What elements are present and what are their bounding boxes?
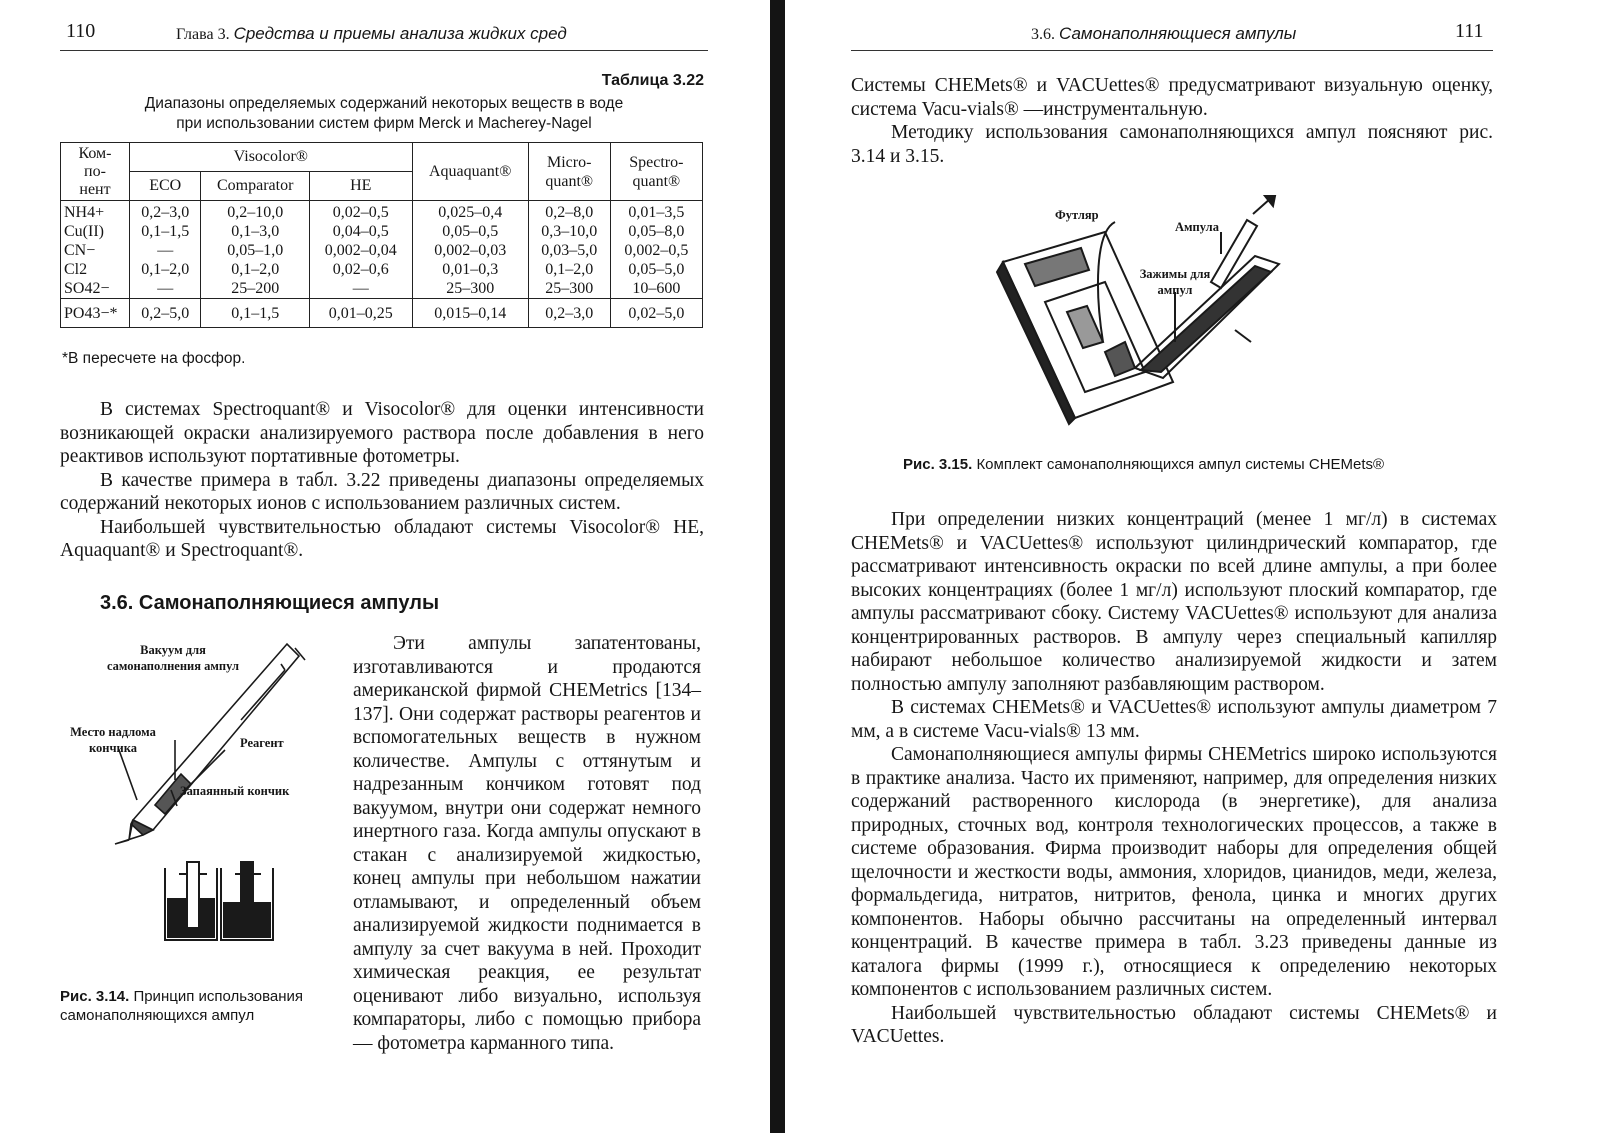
value: —	[157, 242, 174, 259]
table-caption	[60, 94, 708, 134]
header-rule	[60, 50, 708, 51]
running-head-prefix: Глава 3.	[176, 26, 230, 43]
label-line: Вакуум для	[140, 643, 206, 657]
value: 0,1–2,0	[545, 261, 594, 278]
value: 25–300	[545, 280, 594, 297]
left-page	[0, 0, 770, 1133]
value: 0,01–0,3	[442, 261, 499, 278]
value: 0,1–1,5	[201, 299, 309, 328]
caption-text: Комплект самонаполняющихся ампул системы CHEMets®	[976, 456, 1385, 473]
right-page	[785, 0, 1600, 1133]
aquaquant-cell	[412, 201, 528, 299]
fig15-clamps-label	[1130, 266, 1220, 298]
component-cu: Cu(II)	[64, 223, 104, 240]
paragraph: Наибольшей чувствительностью обладают системы Visocolor® HE, Aquaquant® и Spectroquant®.	[60, 516, 704, 561]
paragraph: В системах CHEMets® и VACUettes® используют ампулы диаметром 7 мм, а в системе Vacu-vials® 13 мм.	[851, 697, 1497, 742]
value: 10–600	[632, 280, 681, 297]
table-caption-line-2: при использовании систем фирм Merck и Macherey-Nagel	[176, 115, 592, 132]
header-he: HE	[309, 172, 412, 201]
running-head	[1031, 24, 1296, 44]
value: 0,04–0,5	[332, 223, 389, 240]
caption-label: Рис. 3.14.	[60, 988, 130, 1005]
value: —	[157, 280, 174, 297]
value: —	[352, 280, 369, 297]
component-cl2: Cl2	[64, 261, 88, 278]
value: 0,05–0,5	[442, 223, 499, 240]
value: 0,1–2,0	[231, 261, 280, 278]
value: 0,2–5,0	[130, 299, 201, 328]
value: 0,2–3,0	[141, 204, 190, 221]
running-head-title: Самонаполняющиеся ампулы	[1059, 24, 1297, 43]
component-cell	[61, 201, 130, 299]
value: 0,002–0,04	[324, 242, 397, 259]
paragraph: В качестве примера в табл. 3.22 приведены диапазоны определяемых содержаний некоторых ионов с использованием различных систем.	[60, 469, 704, 514]
value: 0,03–5,0	[541, 242, 598, 259]
fig14-vacuum-label	[88, 642, 258, 674]
table-label: Таблица 3.22	[601, 72, 704, 89]
running-head-title: Средства и приемы анализа жидких сред	[233, 24, 567, 43]
fig14-caption	[60, 987, 340, 1025]
header-microquant: Micro- quant®	[528, 143, 610, 201]
he-cell	[309, 201, 412, 299]
page-number: 111	[1455, 20, 1484, 42]
table-caption-line-1: Диапазоны определяемых содержаний некоторых веществ в воде	[144, 95, 624, 112]
fig14-break-label	[58, 724, 168, 756]
main-body-text	[851, 508, 1497, 1049]
value: 0,002–0,5	[624, 242, 689, 259]
label-line: ампул	[1157, 283, 1193, 297]
left-body-text	[60, 398, 704, 563]
value: 0,01–3,5	[628, 204, 685, 221]
table-row	[61, 299, 703, 328]
caption-label: Рис. 3.15.	[903, 456, 973, 473]
value: 0,1–3,0	[231, 223, 280, 240]
paragraph: Системы CHEMets® и VACUettes® предусматривают визуальную оценку, система Vacu-vials® —инструментальную.	[851, 75, 1493, 120]
beaker-pair	[165, 862, 273, 940]
header-visocolor: Visocolor®	[130, 143, 413, 172]
label-line: кончика	[88, 741, 137, 755]
value: 0,3–10,0	[541, 223, 598, 240]
header-eco: ECO	[130, 172, 201, 201]
value: 0,1–2,0	[141, 261, 190, 278]
running-head	[176, 24, 567, 44]
component-cn: CN−	[64, 242, 96, 259]
fig15-ampoule-label: Ампула	[1175, 220, 1219, 234]
table-row	[61, 201, 703, 299]
value: 0,02–5,0	[610, 299, 702, 328]
value: 0,2–3,0	[528, 299, 610, 328]
eco-cell	[130, 201, 201, 299]
header-rule	[851, 50, 1493, 51]
header-spectroquant: Spectro- quant®	[610, 143, 702, 201]
book-spine	[770, 0, 785, 1133]
table-footnote: *В пересчете на фосфор.	[62, 350, 246, 367]
value: 0,05–5,0	[628, 261, 685, 278]
fig14-reagent-label: Реагент	[240, 736, 284, 750]
label-line: самонаполнения ампул	[106, 659, 240, 673]
value: 0,002–0,03	[434, 242, 507, 259]
component-nh4: NH4+	[64, 204, 105, 221]
fig15-case-label: Футляр	[1055, 208, 1099, 222]
paragraph: В системах Spectroquant® и Visocolor® для оценки интенсивности возникающей окраски анализируемого раствора после добавления в него реактивов используют портативные фотометры.	[60, 399, 704, 467]
paragraph: Методику использования самонаполняющихся ампул поясняют рис. 3.14 и 3.15.	[851, 122, 1493, 167]
value: 0,01–0,25	[309, 299, 412, 328]
microquant-cell	[528, 201, 610, 299]
value: 25–200	[231, 280, 280, 297]
value: 25–300	[446, 280, 495, 297]
value: 0,05–1,0	[227, 242, 284, 259]
chemets-kit-figure	[985, 192, 1345, 432]
caption-text: Принцип использования самонаполняющихся ампул	[60, 988, 304, 1024]
label-line: Зажимы для	[1139, 267, 1211, 281]
data-table	[60, 142, 703, 328]
data-table-wrap	[60, 142, 703, 328]
paragraph: Наибольшей чувствительностью обладают системы CHEMets® и VACUettes.	[851, 1002, 1497, 1047]
top-body-text	[851, 74, 1493, 168]
running-head-prefix: 3.6.	[1031, 26, 1055, 43]
page-number: 110	[66, 20, 96, 42]
value: 0,2–8,0	[545, 204, 594, 221]
component-po4: PO43−*	[61, 299, 130, 328]
value: 0,025–0,4	[438, 204, 503, 221]
fig14-sealed-tip-label: Запаянный кончик	[180, 784, 290, 798]
value: 0,02–0,6	[332, 261, 389, 278]
header-component: Ком- по- нент	[61, 143, 130, 201]
section-heading: 3.6. Самонаполняющиеся ампулы	[100, 592, 440, 614]
header-aquaquant: Aquaquant®	[412, 143, 528, 201]
value: 0,2–10,0	[227, 204, 284, 221]
value: 0,02–0,5	[332, 204, 389, 221]
spectroquant-cell	[610, 201, 702, 299]
value: 0,05–8,0	[628, 223, 685, 240]
comparator-cell	[201, 201, 309, 299]
label-line: Место надлома	[70, 725, 156, 739]
value: 0,1–1,5	[141, 223, 190, 240]
component-so4: SO42−	[64, 280, 110, 297]
header-comparator: Comparator	[201, 172, 309, 201]
value: 0,015–0,14	[412, 299, 528, 328]
paragraph: Самонаполняющиеся ампулы фирмы CHEMetrics широко используются в практике анализа. Часто их применяют, например, для определения низких содержаний растворенного кислорода (в энергетике), для анализа природных, сточных вод, контроля технологических процессов, а также в системе образования. Фирма производит наборы для определения общей щелочности и жесткости воды, аммония, хлоридов, цианидов, меди, железа, формальдегида, нитратов, нитритов, фенола, цинка и многих других компонентов. Наборы обычно рассчитаны на определенный интервал концентраций. В качестве примера в табл. 3.23 приведены данные из каталога фирмы (1999 г.), относящиеся к определению некоторых компонентов с использованием различных систем.	[851, 744, 1497, 1000]
paragraph: Эти ампулы запатентованы, изготавливаются и продаются американской фирмой CHEMetrics [134–137]. Они содержат растворы реагентов и вспомогательных веществ в нужном количестве. Ампулы с оттянутым и надрезанным кончиком готовят под вакуумом, внутри они содержат немного инертного газа. Когда ампулы опускают в стакан с анализируемой жидкостью, конец ампулы при небольшом нажатии отламывают, и определенный объем анализируемой жидкости поднимается в ампулу за счет вакуума в ней. Проходит химическая реакция, ее результат оценивают либо визуально, используя компараторы, либо с помощью прибора — фотометра карманного типа.	[353, 633, 701, 1054]
fig15-caption	[903, 455, 1384, 474]
paragraph: При определении низких концентраций (менее 1 мг/л) в системах CHEMets® и VACUettes® используют цилиндрический компаратор, где рассматривают интенсивность окраски по всей длине ампулы, а при более высоких концентрациях (более 1 мг/л) используют плоский компаратор, где ампулы рассматривают сбоку. Систему VACUettes® используют для анализа концентрированных растворов. В ампулу через специальный капилляр набирают небольшое количество анализируемой жидкости и затем полностью ампулу заполняют разбавляющим раствором.	[851, 509, 1497, 695]
right-column-text	[353, 632, 701, 1055]
